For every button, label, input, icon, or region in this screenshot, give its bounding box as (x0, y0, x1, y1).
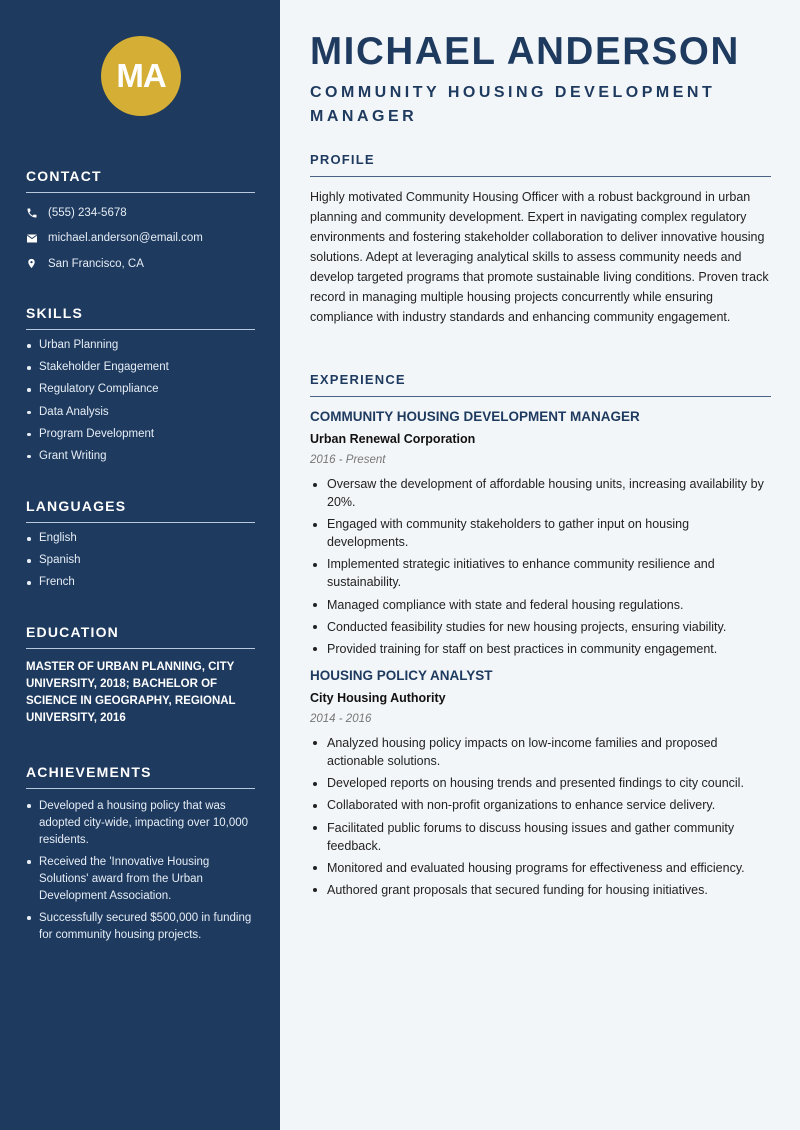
skill-item: Regulatory Compliance (26, 382, 255, 397)
email-address[interactable]: michael.anderson@email.com (48, 232, 203, 245)
languages-section (26, 498, 255, 598)
achievements-section (26, 764, 255, 949)
experience-section (310, 372, 771, 903)
email-icon (26, 233, 48, 244)
achievements-heading: ACHIEVEMENTS (26, 764, 255, 789)
achievement-item: Received the 'Innovative Housing Solutions' award from the Urban Development Association. (26, 854, 255, 905)
skill-item: Data Analysis (26, 405, 255, 420)
achievement-item: Successfully secured $500,000 in funding for community housing projects. (26, 910, 255, 944)
profile-section (310, 152, 771, 327)
experience-heading: EXPERIENCE (310, 372, 771, 397)
skill-item: Stakeholder Engagement (26, 360, 255, 375)
job-bullet: Provided training for staff on best practices in community engagement. (310, 640, 771, 658)
profile-heading: PROFILE (310, 152, 771, 177)
candidate-name: MICHAEL ANDERSON (310, 30, 740, 73)
job-title: HOUSING POLICY ANALYST (310, 667, 493, 683)
languages-list (26, 531, 255, 590)
education-heading: EDUCATION (26, 624, 255, 649)
languages-heading: LANGUAGES (26, 498, 255, 523)
job-bullet: Analyzed housing policy impacts on low-income families and proposed actionable solutions. (310, 734, 771, 770)
skills-section (26, 305, 255, 471)
skill-item: Program Development (26, 427, 255, 442)
language-item: English (26, 531, 255, 546)
job-entry (310, 668, 771, 899)
job-entry (310, 409, 771, 658)
skill-item: Urban Planning (26, 338, 255, 353)
job-bullets (310, 475, 771, 658)
phone-icon (26, 207, 48, 219)
education-section (26, 624, 255, 727)
job-bullet: Managed compliance with state and federal housing regulations. (310, 596, 771, 614)
achievement-item: Developed a housing policy that was adopted city-wide, impacting over 10,000 residents. (26, 798, 255, 849)
job-dates: 2014 - 2016 (310, 712, 372, 725)
candidate-role: COMMUNITY HOUSING DEVELOPMENT MANAGER (310, 84, 716, 125)
phone-number: (555) 234-5678 (48, 206, 127, 219)
company-name: City Housing Authority (310, 690, 446, 705)
main-content (280, 0, 800, 1130)
contact-heading: CONTACT (26, 168, 255, 193)
job-bullet: Conducted feasibility studies for new housing projects, ensuring viability. (310, 618, 771, 636)
skill-item: Grant Writing (26, 449, 255, 464)
profile-text: Highly motivated Community Housing Officer with a robust background in urban planning and community development. Expert in navigating complex regulatory environments and fostering stakeholder collaboration to deliver innovative housing solutions. Adept at leveraging analytical skills to assess community needs and develop targeted programs that promote sustainable living conditions. Proven track record in managing multiple housing projects concurrently while ensuring compliance with industry standards and enhancing community engagement. (310, 190, 769, 324)
location-text: San Francisco, CA (48, 257, 144, 270)
company-name: Urban Renewal Corporation (310, 432, 476, 446)
language-item: French (26, 575, 255, 590)
job-bullet: Collaborated with non-profit organizations to enhance service delivery. (310, 796, 771, 814)
job-bullet: Monitored and evaluated housing programs for effectiveness and efficiency. (310, 859, 771, 877)
job-bullet: Facilitated public forums to discuss housing issues and gather community feedback. (310, 819, 771, 855)
job-dates: 2016 - Present (310, 454, 386, 466)
contact-phone (26, 200, 255, 226)
job-bullet: Oversaw the development of affordable housing units, increasing availability by 20%. (310, 475, 771, 511)
skills-list (26, 338, 255, 464)
skills-heading: SKILLS (26, 305, 255, 330)
job-bullet: Engaged with community stakeholders to gather input on housing developments. (310, 515, 771, 551)
language-item: Spanish (26, 553, 255, 568)
job-bullets (310, 734, 771, 899)
job-bullet: Authored grant proposals that secured funding for housing initiatives. (310, 881, 771, 899)
avatar: MA (101, 36, 181, 116)
achievements-list (26, 798, 255, 944)
location-pin-icon (26, 257, 48, 270)
job-title: COMMUNITY HOUSING DEVELOPMENT MANAGER (310, 409, 640, 424)
job-bullet: Implemented strategic initiatives to enhance community resilience and sustainability. (310, 555, 771, 591)
sidebar (0, 0, 280, 1130)
job-bullet: Developed reports on housing trends and presented findings to city council. (310, 774, 771, 792)
contact-section (26, 168, 255, 277)
education-text: MASTER OF URBAN PLANNING, CITY UNIVERSITY, 2018; BACHELOR OF SCIENCE IN GEOGRAPHY, REGIONAL UNIVERSITY, 2016 (26, 661, 236, 724)
contact-location (26, 251, 255, 277)
contact-email (26, 226, 255, 252)
